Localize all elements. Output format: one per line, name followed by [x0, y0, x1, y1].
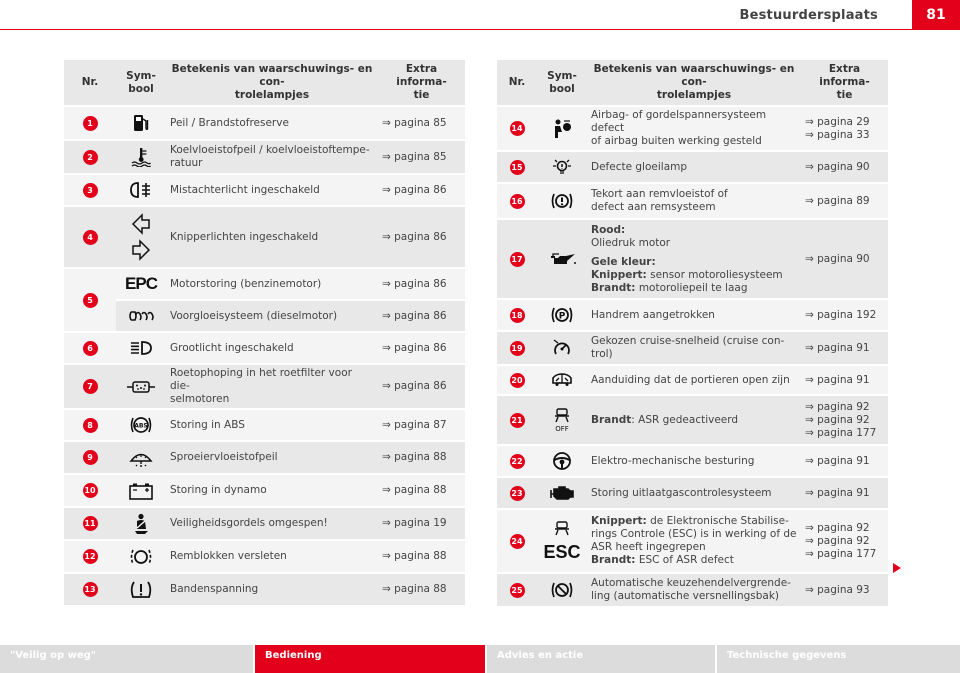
col-header-meaning-text: Betekenis van waarschuwings- en con- trolelampjes: [593, 63, 795, 101]
table-row: [497, 331, 888, 365]
airbag-off-icon: [550, 118, 574, 140]
coolant-icon: [130, 147, 152, 167]
col-header-meaning: [166, 60, 378, 106]
row-meaning: Peil / Brandstofreserve: [166, 106, 378, 140]
table-row: [497, 151, 888, 183]
meaning-line-bold: Gele kleur:: [591, 255, 656, 268]
row-extra-link[interactable]: ⇒ pagina 29 ⇒ pagina 33: [801, 106, 888, 151]
row-meaning: Tekort aan remvloeistof of defect aan remsysteem: [587, 183, 801, 219]
row-number-badge: 10: [83, 483, 98, 498]
row-extra-link[interactable]: ⇒ pagina 85: [378, 106, 465, 140]
row-extra-link[interactable]: ⇒ pagina 192: [801, 299, 888, 331]
battery-icon: [128, 482, 154, 500]
row-extra-link[interactable]: ⇒ pagina 89: [801, 183, 888, 219]
row-extra-link[interactable]: ⇒ pagina 86: [378, 268, 465, 300]
table-row: [64, 300, 465, 332]
esc-icon: ESC: [543, 542, 581, 562]
row-number-badge: 21: [510, 413, 525, 428]
meaning-line-bold: Brandt:: [591, 281, 636, 294]
row-number-badge: 11: [83, 516, 98, 531]
footer-tab-technical[interactable]: Technische gegevens: [717, 645, 960, 673]
meaning-line-bold: Knippert:: [591, 515, 647, 527]
row-extra-link[interactable]: ⇒ pagina 92 ⇒ pagina 92 ⇒ pagina 177: [801, 395, 888, 445]
row-number-badge: 4: [83, 230, 98, 245]
epc-icon: EPC: [125, 274, 157, 294]
meaning-line-text: ASR heeft ingegrepen: [591, 541, 706, 553]
row-number-badge: 18: [510, 308, 525, 323]
parking-brake-icon: [550, 305, 574, 325]
footer-tab-operation[interactable]: Bediening: [255, 645, 485, 673]
warning-lamps-table-left: [64, 60, 465, 607]
table-row: [497, 395, 888, 445]
row-extra-link[interactable]: ⇒ pagina 91: [801, 445, 888, 477]
row-extra-link[interactable]: ⇒ pagina 86: [378, 300, 465, 332]
row-meaning: Knipperlichten ingeschakeld: [166, 206, 378, 268]
table-row: [64, 409, 465, 441]
row-meaning: Automatische keuzehendelvergrende- ling (automatische versnellingsbak): [587, 573, 801, 607]
table-row: [497, 219, 888, 299]
brake-pad-icon: [129, 547, 153, 567]
col-header-extra: [801, 60, 888, 106]
row-extra-link[interactable]: ⇒ pagina 86: [378, 206, 465, 268]
meaning-line-bold: Knippert:: [591, 268, 647, 281]
col-header-symbol-text: Sym- bool: [547, 69, 577, 95]
row-number-badge: 23: [510, 486, 525, 501]
row-meaning: Elektro-mechanische besturing: [587, 445, 801, 477]
row-extra-link[interactable]: ⇒ pagina 90: [801, 219, 888, 299]
row-number-badge: 9: [83, 450, 98, 465]
row-extra-link[interactable]: ⇒ pagina 91: [801, 477, 888, 509]
col-header-nr: Nr.: [497, 60, 537, 106]
row-meaning: Mistachterlicht ingeschakeld: [166, 174, 378, 206]
row-meaning: Storing in ABS: [166, 409, 378, 441]
row-number-badge: 12: [83, 549, 98, 564]
row-meaning-asr: [587, 395, 801, 445]
row-meaning: Handrem aangetrokken: [587, 299, 801, 331]
engine-emission-icon: [548, 484, 576, 502]
asr-off-icon: [551, 407, 573, 433]
meaning-line-bold: Brandt:: [591, 554, 636, 566]
oil-can-icon: [547, 251, 577, 267]
row-meaning: Bandenspanning: [166, 573, 378, 606]
col-header-extra-text: Extra informa- tie: [819, 63, 870, 101]
row-number-badge: 25: [510, 583, 525, 598]
row-number-badge: 15: [510, 160, 525, 175]
table-row: [64, 332, 465, 364]
row-extra-link[interactable]: ⇒ pagina 88: [378, 441, 465, 474]
meaning-text: : ASR gedeactiveerd: [631, 413, 739, 426]
row-meaning: Grootlicht ingeschakeld: [166, 332, 378, 364]
col-header-extra: [378, 60, 465, 106]
brake-warning-icon: [550, 191, 574, 211]
meaning-line: [591, 554, 797, 567]
table-row: [64, 540, 465, 573]
row-extra-link[interactable]: ⇒ pagina 86: [378, 364, 465, 409]
row-number-badge: 5: [83, 293, 98, 308]
table-row: [64, 364, 465, 409]
row-extra-link[interactable]: ⇒ pagina 86: [378, 174, 465, 206]
col-header-nr: Nr.: [64, 60, 116, 106]
table-row: [497, 299, 888, 331]
col-header-extra-text: Extra informa- tie: [396, 63, 447, 101]
row-extra-link[interactable]: ⇒ pagina 90: [801, 151, 888, 183]
meaning-line: [591, 256, 797, 269]
fuel-pump-icon: [133, 113, 149, 133]
particulate-filter-icon: [126, 379, 156, 395]
table-row: [497, 106, 888, 151]
col-header-symbol: [116, 60, 166, 106]
row-meaning-multiline: [587, 509, 801, 573]
meaning-line-bold: Rood:: [591, 223, 626, 236]
row-meaning: Defecte gloeilamp: [587, 151, 801, 183]
table-row: [497, 365, 888, 395]
table-row: [64, 174, 465, 206]
glow-lamp-icon: [550, 157, 574, 177]
meaning-line: [591, 282, 797, 295]
meaning-line: [591, 224, 797, 237]
abs-icon: [130, 415, 152, 435]
row-number-badge: 19: [510, 341, 525, 356]
abs-icon-text: ABS: [134, 422, 148, 430]
row-meaning: Motorstoring (benzinemotor): [166, 268, 378, 300]
continue-arrow-icon: [893, 563, 901, 573]
row-meaning-multiline: [587, 219, 801, 299]
warning-lamps-table-right: [497, 60, 888, 608]
glow-plug-icon: [128, 309, 154, 323]
cruise-control-icon: [551, 337, 573, 359]
row-extra-link[interactable]: ⇒ pagina 91: [801, 365, 888, 395]
meaning-line-text: sensor motoroliesysteem: [646, 268, 783, 281]
meaning-line: [591, 269, 797, 282]
row-extra-link[interactable]: ⇒ pagina 88: [378, 474, 465, 507]
table-row: [64, 474, 465, 507]
table-row: [64, 268, 465, 300]
row-number-badge: 7: [83, 379, 98, 394]
door-open-icon: [550, 371, 574, 389]
row-number-badge: 16: [510, 194, 525, 209]
turn-signals-icon: [131, 212, 151, 262]
row-meaning: Roetophoping in het roetfilter voor die- selmotoren: [166, 364, 378, 409]
table-row: [497, 509, 888, 573]
row-number-badge: 13: [83, 582, 98, 597]
row-meaning: Gekozen cruise-snelheid (cruise con- trol): [587, 331, 801, 365]
row-extra-link[interactable]: ⇒ pagina 88: [378, 540, 465, 573]
footer-tab-advice[interactable]: Advies en actie: [487, 645, 715, 673]
tyre-pressure-icon: [129, 580, 153, 600]
asr-off-icon-text: OFF: [555, 425, 569, 433]
meaning-line-text: ESC of ASR defect: [635, 554, 734, 566]
meaning-line-text: de Elektronische Stabilise-: [646, 515, 789, 527]
table-row: [64, 140, 465, 174]
table-row: [64, 206, 465, 268]
table-row: [64, 573, 465, 606]
col-header-symbol: [537, 60, 587, 106]
header-rule: [0, 29, 912, 30]
row-number-badge: 14: [510, 121, 525, 136]
row-extra-link[interactable]: ⇒ pagina 87: [378, 409, 465, 441]
row-number-badge: 2: [83, 150, 98, 165]
parking-brake-icon-text: P: [558, 311, 566, 322]
steering-wheel-icon: [551, 451, 573, 471]
row-meaning: Sproeiervloeistofpeil: [166, 441, 378, 474]
row-meaning: Voorgloeisysteem (dieselmotor): [166, 300, 378, 332]
seatbelt-icon: [131, 513, 151, 535]
row-meaning: Aanduiding dat de portieren open zijn: [587, 365, 801, 395]
footer-nav: [0, 645, 960, 673]
row-extra-link[interactable]: ⇒ pagina 92 ⇒ pagina 92 ⇒ pagina 177: [801, 509, 888, 573]
row-meaning: Koelvloeistofpeil / koelvloeistoftempe- ratuur: [166, 140, 378, 174]
row-extra-link[interactable]: ⇒ pagina 86: [378, 332, 465, 364]
row-number-badge: 3: [83, 183, 98, 198]
high-beam-icon: [129, 340, 153, 356]
meaning-line: [591, 528, 797, 541]
meaning-line: [591, 541, 797, 554]
row-extra-link[interactable]: ⇒ pagina 19: [378, 507, 465, 540]
row-number-badge: 24: [510, 534, 525, 549]
meaning-line: [591, 237, 797, 250]
row-meaning: Storing in dynamo: [166, 474, 378, 507]
page-header-title: Bestuurdersplaats: [739, 8, 878, 23]
col-header-meaning: [587, 60, 801, 106]
row-meaning: Remblokken versleten: [166, 540, 378, 573]
table-row: [497, 445, 888, 477]
esc-car-icon: [551, 520, 573, 542]
table-row: [497, 477, 888, 509]
row-number-badge: 22: [510, 454, 525, 469]
table-row: [497, 573, 888, 607]
table-row: [497, 183, 888, 219]
meaning-bold: Brandt: [591, 413, 632, 426]
rear-fog-light-icon: [129, 181, 153, 199]
col-header-meaning-text: Betekenis van waarschuwings- en con- trolelampjes: [171, 63, 373, 101]
meaning-line-text: motoroliepeil te laag: [635, 281, 748, 294]
row-extra-link[interactable]: ⇒ pagina 91: [801, 331, 888, 365]
row-extra-link[interactable]: ⇒ pagina 85: [378, 140, 465, 174]
table-row: [64, 106, 465, 140]
row-number-badge: 6: [83, 341, 98, 356]
auto-gearbox-icon: [550, 580, 574, 600]
footer-tab-safety[interactable]: "Veilig op weg": [0, 645, 253, 673]
row-number-badge: 8: [83, 418, 98, 433]
page-number: 81: [912, 0, 960, 30]
meaning-line: [591, 515, 797, 528]
row-meaning: Airbag- of gordelspannersysteem defect of airbag buiten werking gesteld: [587, 106, 801, 151]
row-number-badge: 17: [510, 252, 525, 267]
col-header-symbol-text: Sym- bool: [126, 69, 156, 95]
row-meaning: Storing uitlaatgascontrolesysteem: [587, 477, 801, 509]
row-extra-link[interactable]: ⇒ pagina 88: [378, 573, 465, 606]
row-meaning: Veiligheidsgordels omgespen!: [166, 507, 378, 540]
row-number-badge: 1: [83, 116, 98, 131]
meaning-line-text: rings Controle (ESC) is in werking of de: [591, 528, 797, 540]
table-row: [64, 507, 465, 540]
row-extra-link[interactable]: ⇒ pagina 93: [801, 573, 888, 607]
row-number-badge: 20: [510, 373, 525, 388]
meaning-line-text: Oliedruk motor: [591, 236, 671, 249]
washer-fluid-icon: [129, 449, 153, 467]
table-row: [64, 441, 465, 474]
